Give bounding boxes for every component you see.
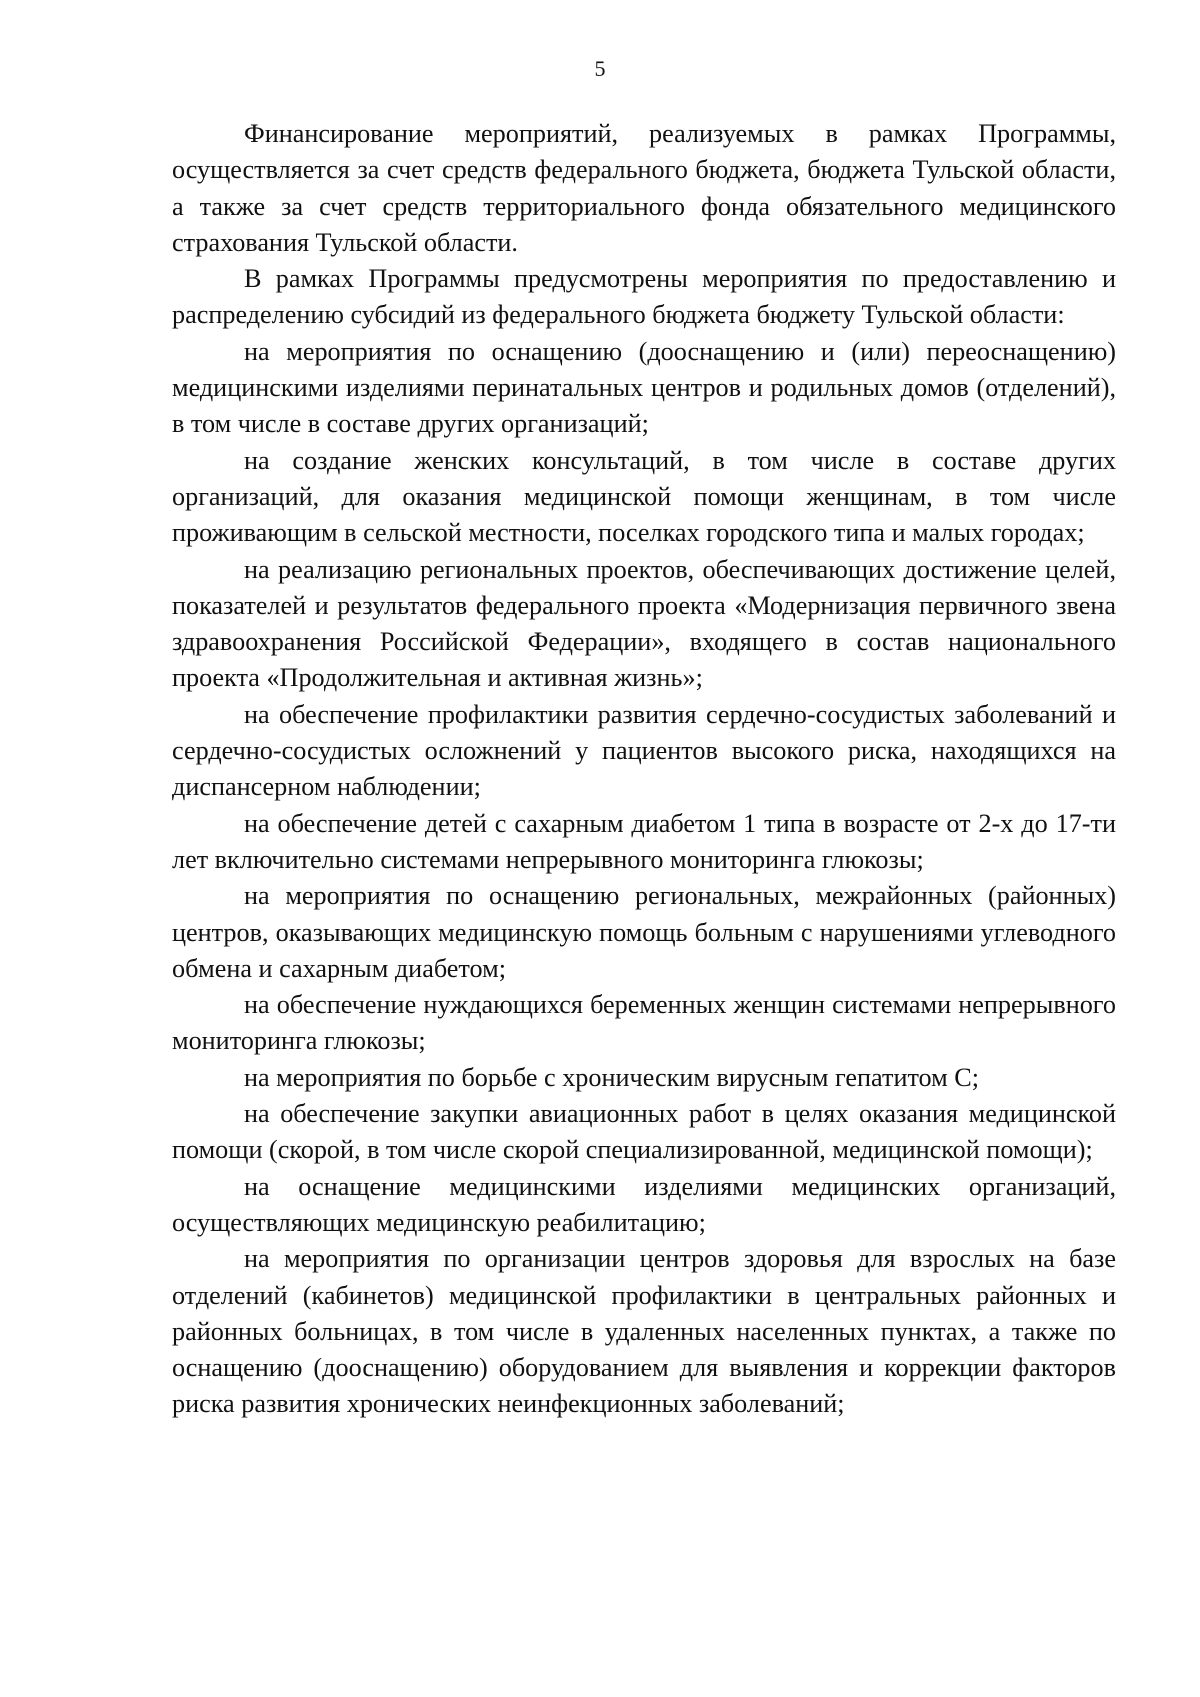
paragraph-financing: Финансирование мероприятий, реализуемых в рамках Программы, осуществляется за счет средств федерального бюджета, бюджета Тульской области, а также за счет средств территориального фонда обязательного медицинского страхования Тульской области.: [172, 119, 1116, 257]
paragraph-health-centers: на мероприятия по организации центров здоровья для взрослых на базе отделений (кабинетов) медицинской профилактики в центральных районных и районных больницах, в том числе в удаленных населенных пунктах, а также по оснащению (дооснащению) оборудованием для выявления и коррекции факторов риска развития хронических неинфекционных заболеваний;: [172, 1244, 1116, 1419]
paragraph-womens-consultations: на создание женских консультаций, в том числе в составе других организаций, для оказания медицинской помощи женщинам, в том числе проживающим в сельской местности, поселках городского типа и малых городах;: [172, 445, 1116, 548]
paragraph-rehabilitation: на оснащение медицинскими изделиями медицинских организаций, осуществляющих медицинскую реабилитацию;: [172, 1171, 1116, 1237]
paragraph-diabetes-centers: на мероприятия по оснащению региональных, межрайонных (районных) центров, оказывающих медицинскую помощь больным с нарушениями углеводного обмена и сахарным диабетом;: [172, 881, 1116, 983]
document-body: [172, 116, 1116, 1423]
paragraph-hepatitis-c: на мероприятия по борьбе с хроническим вирусным гепатитом С;: [244, 1062, 980, 1092]
paragraph-aviation-works: на обеспечение закупки авиационных работ в целях оказания медицинской помощи (скорой, в том числе скорой специализированной, медицинской помощи);: [172, 1099, 1116, 1165]
paragraph-perinatal-centers: на мероприятия по оснащению (дооснащению и (или) переоснащению) медицинскими изделиями перинатальных центров и родильных домов (отделений), в том числе в составе других организаций;: [172, 336, 1116, 439]
paragraph-children-diabetes: на обеспечение детей с сахарным диабетом 1 типа в возрасте от 2-х до 17-ти лет включительно системами непрерывного мониторинга глюкозы;: [172, 808, 1116, 874]
paragraph-cardiovascular-prevention: на обеспечение профилактики развития сердечно-сосудистых заболеваний и сердечно-сосудистых осложнений у пациентов высокого риска, находящихся на диспансерном наблюдении;: [172, 699, 1116, 802]
paragraph-subsidies-intro: В рамках Программы предусмотрены мероприятия по предоставлению и распределению субсидий из федерального бюджета бюджету Тульской области:: [172, 264, 1116, 330]
paragraph-regional-projects: на реализацию региональных проектов, обеспечивающих достижение целей, показателей и результатов федерального проекта «Модернизация первичного звена здравоохранения Российской Федерации», входящего в состав национального проекта «Продолжительная и активная жизнь»;: [172, 554, 1116, 693]
paragraph-pregnant-glucose: на обеспечение нуждающихся беременных женщин системами непрерывного мониторинга глюкозы;: [172, 990, 1116, 1056]
page-number: 5: [594, 56, 606, 81]
